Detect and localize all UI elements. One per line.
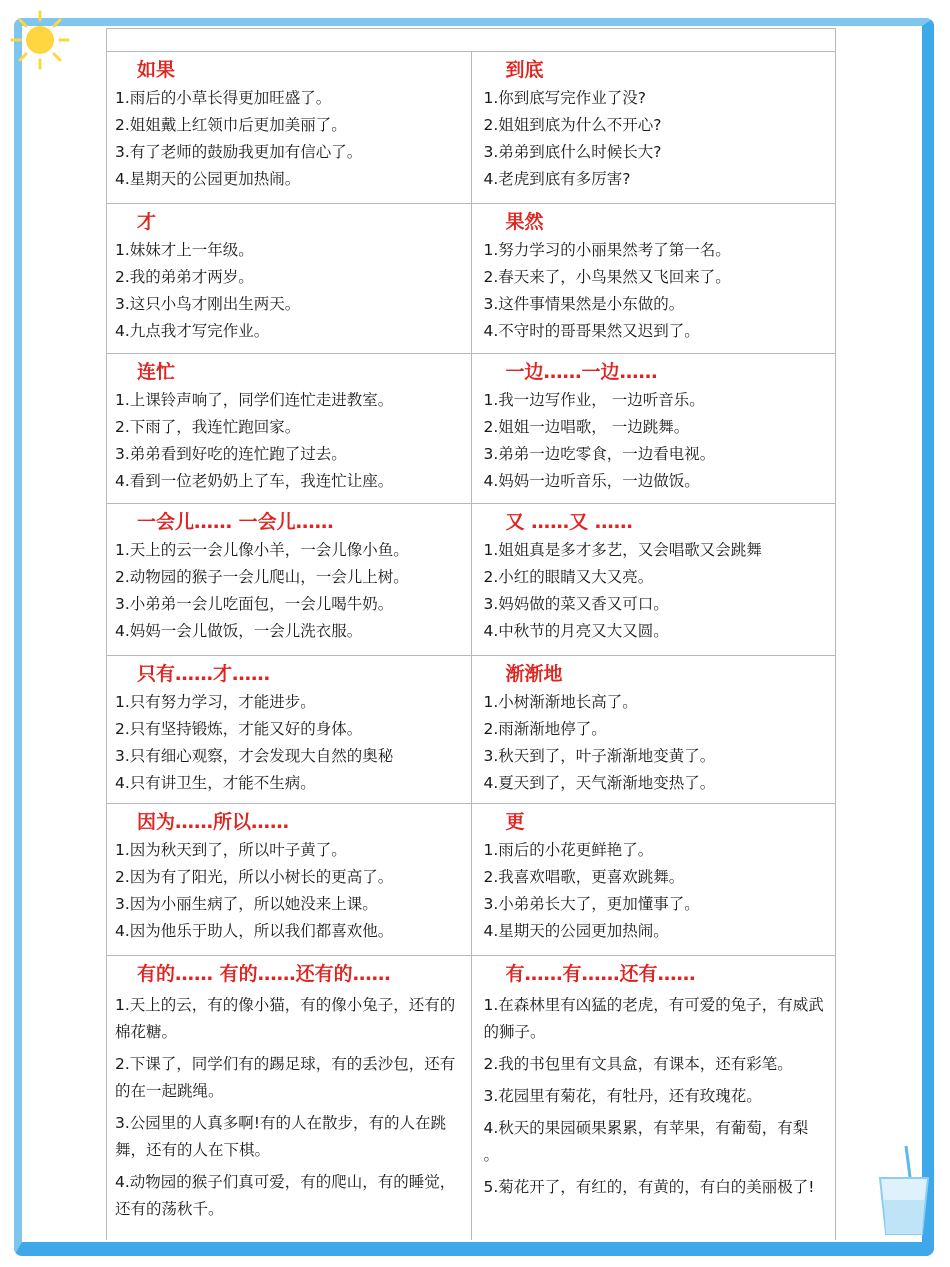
- word-title: 渐渐地: [505, 663, 563, 685]
- example-sentence: 4.星期天的公园更加热闹。: [115, 170, 301, 188]
- table-row: [107, 504, 835, 656]
- example-sentence: 4.秋天的果园硕果累累，有苹果，有葡萄，有梨 。: [483, 1119, 809, 1164]
- word-title: 果然: [505, 211, 544, 233]
- word-card: [472, 204, 836, 353]
- example-sentence: 4.夏天到了，天气渐渐地变热了。: [483, 774, 716, 792]
- sun-icon: [8, 8, 72, 72]
- example-sentence: 3.小弟弟长大了，更加懂事了。: [483, 895, 700, 913]
- sentence-table: [106, 28, 836, 1240]
- example-sentence: 2.姐姐一边唱歌， 一边跳舞。: [483, 418, 690, 436]
- example-sentence: 1.上课铃声响了，同学们连忙走进教室。: [115, 391, 394, 409]
- example-sentence: 3.只有细心观察，才会发现大自然的奥秘: [115, 747, 394, 765]
- example-sentence: 3.花园里有菊花，有牡丹，还有玫瑰花。: [483, 1087, 762, 1105]
- word-card: [472, 804, 836, 955]
- example-sentence: 4.不守时的哥哥果然又迟到了。: [483, 322, 700, 340]
- example-sentence: 4.因为他乐于助人，所以我们都喜欢他。: [115, 922, 394, 940]
- example-sentence: 3.因为小丽生病了，所以她没来上课。: [115, 895, 378, 913]
- example-sentence: 2.因为有了阳光，所以小树长的更高了。: [115, 868, 394, 886]
- example-sentence: 4.老虎到底有多厉害?: [483, 170, 631, 188]
- example-sentence: 2.下雨了，我连忙跑回家。: [115, 418, 301, 436]
- word-title: 到底: [505, 59, 544, 81]
- word-card: [107, 656, 472, 803]
- table-row: [107, 656, 835, 804]
- example-sentence: 1.妹妹才上一年级。: [115, 241, 254, 259]
- example-sentence: 1.雨后的小花更鲜艳了。: [483, 841, 654, 859]
- example-sentence: 3.小弟弟一会儿吃面包，一会儿喝牛奶。: [115, 595, 394, 613]
- example-sentence: 1.天上的云，有的像小猫，有的像小兔子，还有的棉花糖。: [115, 996, 456, 1041]
- word-title: 如果: [137, 59, 176, 81]
- example-sentence: 2.春天来了，小鸟果然又飞回来了。: [483, 268, 731, 286]
- word-card: [107, 504, 472, 655]
- word-title: 有……有……还有……: [505, 963, 696, 985]
- example-sentence: 3.这只小鸟才刚出生两天。: [115, 295, 301, 313]
- word-card: [107, 956, 472, 1240]
- word-card: [107, 354, 472, 503]
- table-row: [107, 204, 835, 354]
- word-card: [472, 956, 836, 1240]
- word-title: 连忙: [137, 361, 176, 383]
- example-sentence: 2.只有坚持锻炼，才能又好的身体。: [115, 720, 363, 738]
- table-row: [107, 956, 835, 1240]
- example-sentence: 4.妈妈一会儿做饭，一会儿洗衣服。: [115, 622, 363, 640]
- example-sentence: 1.我一边写作业， 一边听音乐。: [483, 391, 705, 409]
- example-sentence: 2.下课了，同学们有的踢足球，有的丢沙包，还有的在一起跳绳。: [115, 1055, 456, 1100]
- example-sentence: 3.秋天到了，叶子渐渐地变黄了。: [483, 747, 716, 765]
- example-sentence: 4.中秋节的月亮又大又圆。: [483, 622, 669, 640]
- example-sentence: 2.姐姐戴上红领巾后更加美丽了。: [115, 116, 347, 134]
- example-sentence: 3.妈妈做的菜又香又可口。: [483, 595, 669, 613]
- example-sentence: 3.弟弟到底什么时候长大?: [483, 143, 662, 161]
- word-card: [472, 52, 836, 203]
- word-title: 一边……一边……: [505, 361, 658, 383]
- word-title: 一会儿…… 一会儿……: [137, 511, 334, 533]
- example-sentence: 2.我的弟弟才两岁。: [115, 268, 254, 286]
- word-title: 又 ……又 ……: [505, 511, 633, 533]
- example-sentence: 4.只有讲卫生，才能不生病。: [115, 774, 316, 792]
- example-sentence: 4.妈妈一边听音乐，一边做饭。: [483, 472, 700, 490]
- word-card: [107, 52, 472, 203]
- drinking-cup-icon: [872, 1138, 936, 1238]
- example-sentence: 3.有了老师的鼓励我更加有信心了。: [115, 143, 363, 161]
- example-sentence: 4.动物园的猴子们真可爱，有的爬山，有的睡觉，还有的荡秋千。: [115, 1173, 456, 1218]
- example-sentence: 4.九点我才写完作业。: [115, 322, 270, 340]
- example-sentence: 2.我喜欢唱歌，更喜欢跳舞。: [483, 868, 685, 886]
- word-title: 有的…… 有的……还有的……: [137, 963, 391, 985]
- example-sentence: 1.在森林里有凶猛的老虎，有可爱的兔子，有威武的狮子。: [483, 996, 824, 1041]
- example-sentence: 2.动物园的猴子一会儿爬山，一会儿上树。: [115, 568, 409, 586]
- example-sentence: 1.只有努力学习，才能进步。: [115, 693, 316, 711]
- example-sentence: 3.这件事情果然是小东做的。: [483, 295, 685, 313]
- example-sentence: 2.我的书包里有文具盒，有课本，还有彩笔。: [483, 1055, 793, 1073]
- example-sentence: 4.看到一位老奶奶上了车，我连忙让座。: [115, 472, 394, 490]
- example-sentence: 3.弟弟一边吃零食，一边看电视。: [483, 445, 716, 463]
- word-card: [472, 656, 836, 803]
- example-sentence: 1.努力学习的小丽果然考了第一名。: [483, 241, 731, 259]
- example-sentence: 1.因为秋天到了，所以叶子黄了。: [115, 841, 347, 859]
- example-sentence: 1.小树渐渐地长高了。: [483, 693, 638, 711]
- example-sentence: 1.天上的云一会儿像小羊，一会儿像小鱼。: [115, 541, 409, 559]
- example-sentence: 1.你到底写完作业了没?: [483, 89, 647, 107]
- word-title: 只有……才……: [137, 663, 271, 685]
- example-sentence: 2.小红的眼睛又大又亮。: [483, 568, 654, 586]
- word-title: 更: [505, 811, 525, 833]
- word-title: 才: [137, 211, 157, 233]
- word-card: [472, 504, 836, 655]
- example-sentence: 4.星期天的公园更加热闹。: [483, 922, 669, 940]
- table-row: [107, 52, 835, 204]
- example-sentence: 3.弟弟看到好吃的连忙跑了过去。: [115, 445, 347, 463]
- word-card: [472, 354, 836, 503]
- table-row: [107, 354, 835, 504]
- table-row: [107, 804, 835, 956]
- word-card: [107, 804, 472, 955]
- table-top-bar: [107, 29, 835, 52]
- example-sentence: 2.姐姐到底为什么不开心?: [483, 116, 662, 134]
- example-sentence: 3.公园里的人真多啊!有的人在散步，有的人在跳舞，还有的人在下棋。: [115, 1114, 447, 1159]
- example-sentence: 2.雨渐渐地停了。: [483, 720, 607, 738]
- word-title: 因为……所以……: [137, 811, 290, 833]
- example-sentence: 1.姐姐真是多才多艺，又会唱歌又会跳舞: [483, 541, 762, 559]
- word-card: [107, 204, 472, 353]
- example-sentence: 5.菊花开了，有红的，有黄的，有白的美丽极了!: [483, 1178, 815, 1196]
- example-sentence: 1.雨后的小草长得更加旺盛了。: [115, 89, 332, 107]
